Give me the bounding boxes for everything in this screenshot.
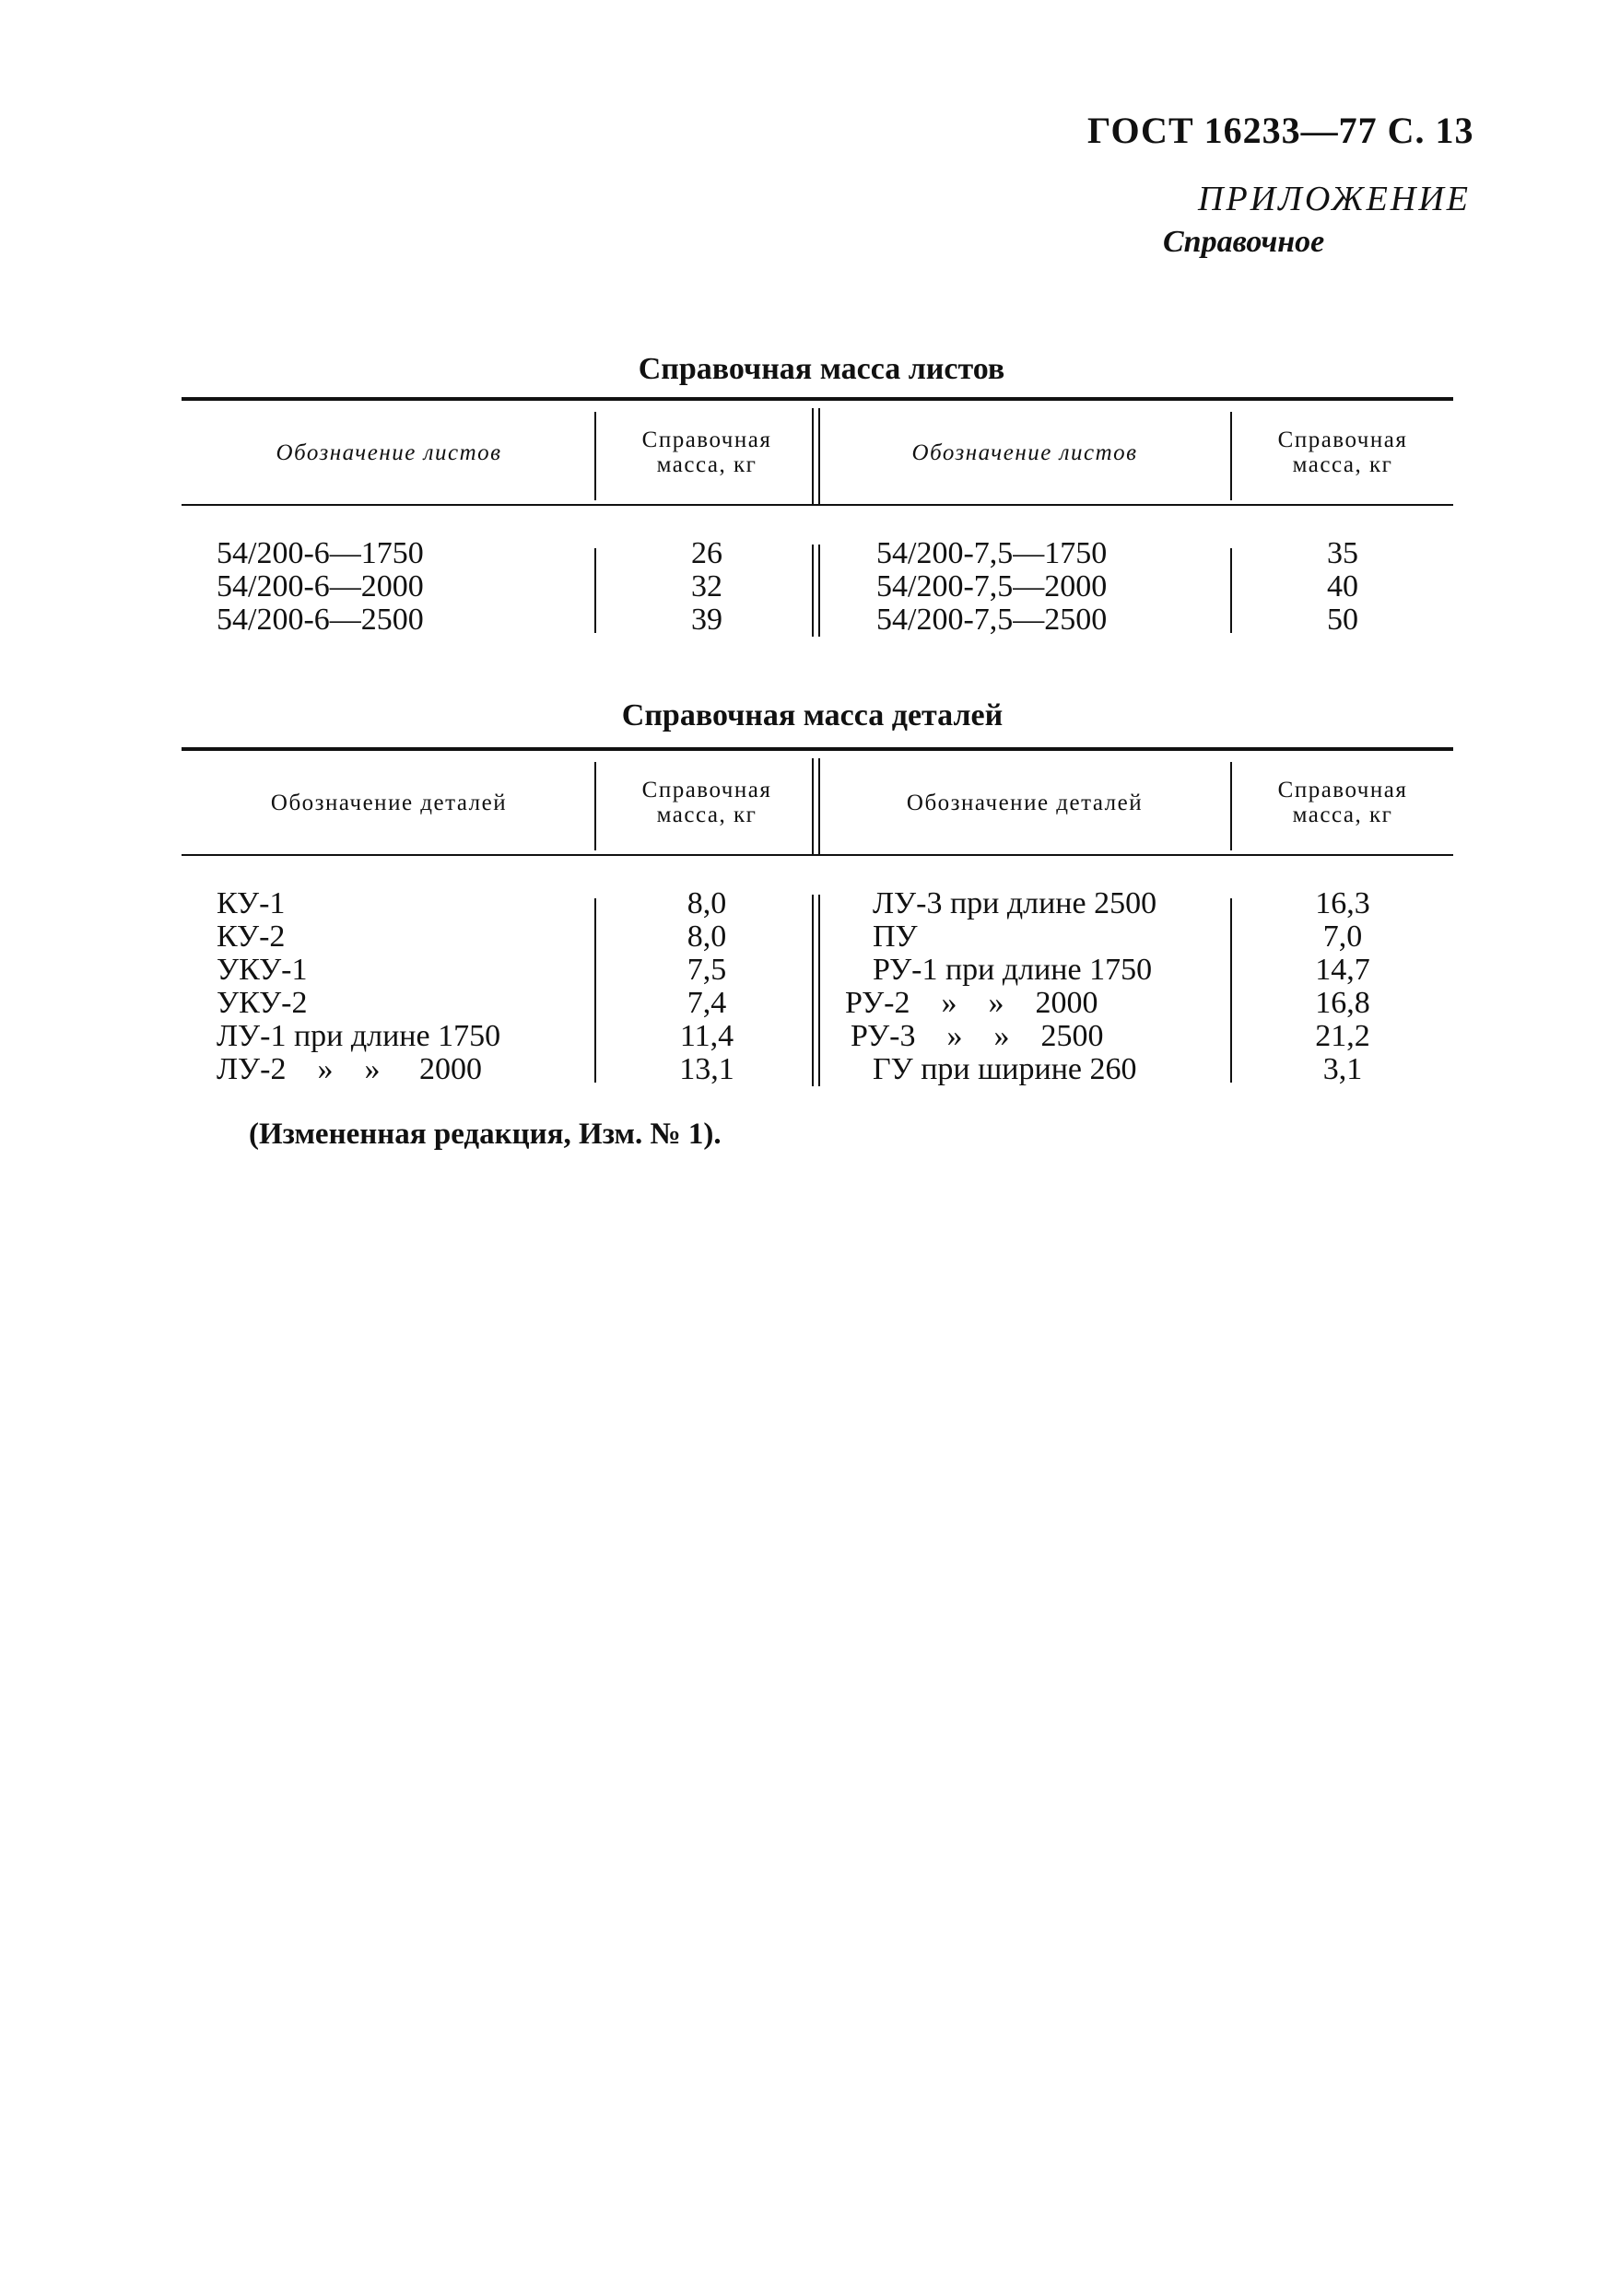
designation-column-left <box>182 887 596 1086</box>
mass-column-left <box>596 887 817 1086</box>
table-cell: ПУ <box>873 920 918 954</box>
table-cell: 54/200-6—2000 <box>217 569 424 603</box>
header-mass-right <box>1232 401 1453 504</box>
table-body <box>182 506 1453 640</box>
header-mass-line1: Справочная <box>1277 778 1408 802</box>
table-cell: РУ-2 » » 2000 <box>845 986 1098 1020</box>
table-cell: 13,1 <box>679 1052 734 1086</box>
table-cell: 32 <box>691 569 722 603</box>
sheets-table-caption: Справочная масса листов <box>638 352 1005 386</box>
table-cell: 3,1 <box>1322 1052 1363 1086</box>
table-cell: 11,4 <box>679 1019 734 1053</box>
appendix-title: ПРИЛОЖЕНИЕ <box>1198 180 1471 218</box>
header-designation-right: Обозначение деталей <box>817 751 1232 854</box>
page-header: ГОСТ 16233—77 С. 13 <box>1087 110 1474 151</box>
designation-column-left <box>182 537 596 637</box>
table-cell: КУ-2 <box>217 920 286 954</box>
parts-table-caption: Справочная масса деталей <box>621 698 1004 732</box>
header-designation-right: Обозначение листов <box>817 401 1232 504</box>
mass-column-right <box>1232 887 1453 1086</box>
table-body <box>182 856 1453 1090</box>
table-cell: РУ-3 » » 2500 <box>851 1019 1104 1053</box>
header-mass-line2: масса, кг <box>656 452 757 477</box>
table-cell: 16,8 <box>1315 986 1370 1020</box>
mass-column-right <box>1232 537 1453 637</box>
table-cell: 7,4 <box>687 986 727 1020</box>
table-cell: 26 <box>691 536 722 570</box>
table-header-row <box>182 401 1453 504</box>
header-mass-line2: масса, кг <box>1292 452 1393 477</box>
table-cell: 16,3 <box>1315 886 1370 920</box>
parts-table <box>182 747 1453 1090</box>
table-cell: КУ-1 <box>217 886 286 920</box>
header-designation: Обозначение листов <box>182 401 596 504</box>
table-cell: 54/200-7,5—1750 <box>876 536 1108 570</box>
table-cell: 35 <box>1327 536 1358 570</box>
table-cell: 40 <box>1327 569 1358 603</box>
header-mass-line1: Справочная <box>641 428 772 452</box>
table-cell: 54/200-7,5—2000 <box>876 569 1108 603</box>
table-header-row <box>182 751 1453 854</box>
table-cell: ЛУ-1 при длине 1750 <box>217 1019 501 1053</box>
table-cell: ЛУ-2 » » 2000 <box>217 1052 482 1086</box>
table-cell: ЛУ-3 при длине 2500 <box>873 886 1157 920</box>
appendix-subtitle: Справочное <box>1163 225 1325 259</box>
table-cell: 39 <box>691 603 722 637</box>
table-cell: УКУ-2 <box>217 986 308 1020</box>
table-cell: 7,5 <box>687 953 727 987</box>
table-cell: 8,0 <box>687 886 727 920</box>
header-mass <box>596 401 817 504</box>
header-mass-line1: Справочная <box>1277 428 1408 452</box>
header-mass <box>596 751 817 854</box>
header-mass-right <box>1232 751 1453 854</box>
table-cell: 7,0 <box>1322 920 1363 954</box>
table-cell: ГУ при ширине 260 <box>873 1052 1137 1086</box>
header-mass-line2: масса, кг <box>656 802 757 827</box>
table-cell: 14,7 <box>1315 953 1370 987</box>
table-cell: РУ-1 при длине 1750 <box>873 953 1153 987</box>
header-designation: Обозначение деталей <box>182 751 596 854</box>
table-cell: 50 <box>1327 603 1358 637</box>
header-mass-line2: масса, кг <box>1292 802 1393 827</box>
revision-note: (Измененная редакция, Изм. № 1). <box>249 1118 722 1151</box>
table-cell: УКУ-1 <box>217 953 308 987</box>
mass-column-left <box>596 537 817 637</box>
table-cell: 21,2 <box>1315 1019 1370 1053</box>
table-cell: 54/200-7,5—2500 <box>876 603 1108 637</box>
table-cell: 54/200-6—1750 <box>217 536 424 570</box>
header-mass-line1: Справочная <box>641 778 772 802</box>
designation-column-right <box>817 887 1232 1086</box>
sheets-table <box>182 397 1453 640</box>
designation-column-right <box>817 537 1232 637</box>
table-cell: 8,0 <box>687 920 727 954</box>
table-cell: 54/200-6—2500 <box>217 603 424 637</box>
